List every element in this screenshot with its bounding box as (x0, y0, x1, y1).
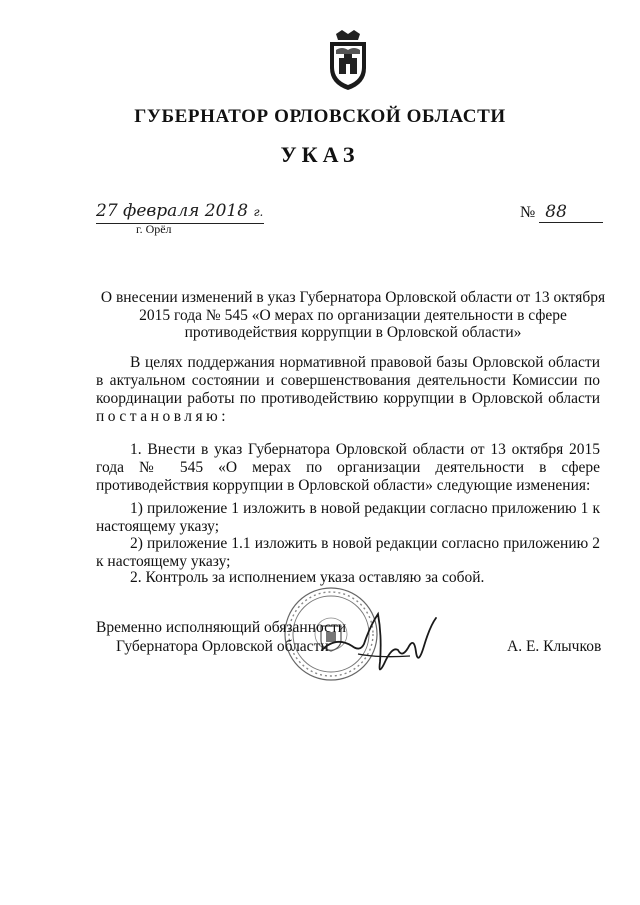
item-2: 2. Контроль за исполнением указа оставляю за собой. (130, 569, 485, 586)
item-1-subitem-2: 2) приложение 1.1 изложить в новой редакции согласно приложению 2 к настоящему указу; (96, 535, 600, 570)
item-1-subitem-1: 1) приложение 1 изложить в новой редакции согласно приложению 1 к настоящему указу; (96, 500, 600, 535)
purpose-paragraph (96, 354, 600, 426)
number-handwritten: 88 (539, 202, 603, 223)
issuing-authority: ГУБЕРНАТОР ОРЛОВСКОЙ ОБЛАСТИ (134, 106, 506, 127)
coat-of-arms-icon (322, 28, 374, 92)
signer-title-line1: Временно исполняющий обязанности (96, 619, 347, 636)
signer-title-line2: Губернатора Орловской области (116, 638, 329, 655)
item-1: 1. Внести в указ Губернатора Орловской области от 13 октября 2015 года № 545 «О мерах по организации деятельности в сфере противодействия коррупции в Орловской области» следующие изменения: (96, 441, 600, 494)
document-type: УКАЗ (280, 142, 360, 167)
document-city: г. Орёл (136, 222, 172, 236)
handwritten-signature-icon (318, 606, 448, 682)
decree-word: постановляю: (96, 408, 230, 425)
document-date (96, 200, 264, 224)
purpose-text: В целях поддержания нормативной правовой базы Орловской области в актуальном состоянии и совершенствования деятельности Комиссии по координации работы по противодействию коррупции в Орловской области (96, 354, 600, 407)
signer-name: А. Е. Клычков (507, 638, 602, 655)
number-prefix: № (520, 204, 536, 221)
date-handwritten: 27 февраля 2018 (96, 201, 249, 221)
document-number (520, 202, 603, 223)
date-suffix: г. (253, 205, 264, 219)
document-subject: О внесении изменений в указ Губернатора Орловской области от 13 октября 2015 года № 545 «О мерах по организации деятельности в сфере противодействия коррупции в Орловской области» (100, 289, 606, 341)
